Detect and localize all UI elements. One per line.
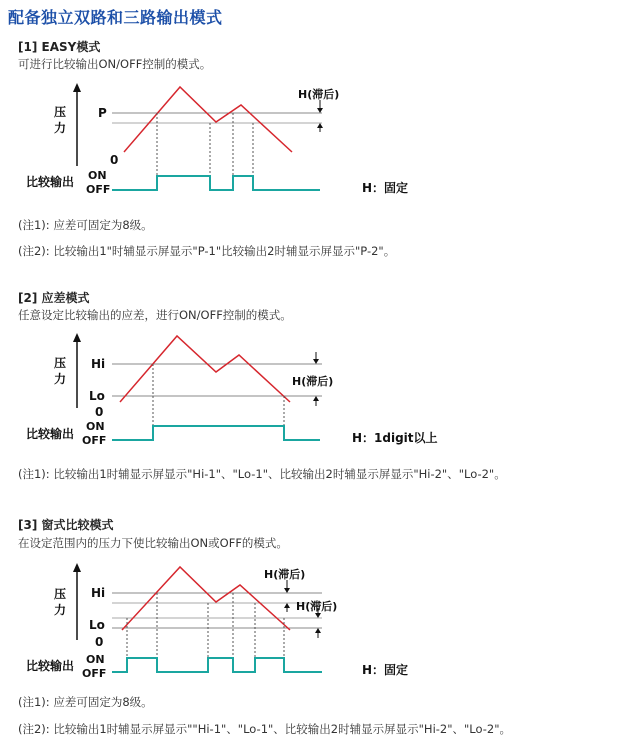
hysteresis-mode-diagram <box>0 330 623 450</box>
hysteresis-label-lower: H(滞后) <box>296 600 338 613</box>
y-axis-label-1: 压 <box>54 587 67 601</box>
h-note: H：固定 <box>362 181 409 195</box>
output-signal <box>112 426 320 440</box>
level-label-hi: Hi <box>91 586 106 600</box>
section-2-note-1: (注1): 比较输出1时辅显示屏显示"Hi-1"、"Lo-1"、比较输出2时辅显示屏显示"Hi-2"、"Lo-2"。 <box>18 467 506 481</box>
y-axis-label-2: 力 <box>54 121 67 135</box>
output-label: 比较输出 <box>26 427 75 441</box>
easy-mode-diagram <box>0 80 623 205</box>
arrow-up-icon <box>315 628 321 633</box>
arrow-down-icon <box>284 588 290 593</box>
window-mode-diagram <box>0 560 623 685</box>
y-axis-label-1: 压 <box>54 356 67 370</box>
level-label-lo: Lo <box>89 389 105 403</box>
y-axis-arrow-icon <box>73 333 81 342</box>
output-label: 比较输出 <box>26 659 75 673</box>
y-axis-label-1: 压 <box>54 105 67 119</box>
arrow-up-icon <box>313 396 319 401</box>
arrow-down-icon <box>313 359 319 364</box>
arrow-down-icon <box>317 108 323 113</box>
pressure-curve <box>124 87 292 152</box>
on-label: ON <box>86 653 105 666</box>
level-label-hi: Hi <box>91 357 106 371</box>
section-3-note-2: (注2): 比较输出1时辅显示屏显示""Hi-1"、"Lo-1"、比较输出2时辅显示屏显示"Hi-2"、"Lo-2"。 <box>18 722 512 736</box>
y-axis-arrow-icon <box>73 563 81 572</box>
section-1-description: 可进行比较输出ON/OFF控制的模式。 <box>18 57 212 71</box>
output-label: 比较输出 <box>26 175 75 189</box>
h-note: H：1digit以上 <box>352 431 438 445</box>
y-axis-label-2: 力 <box>54 603 67 617</box>
output-signal <box>112 658 322 672</box>
hysteresis-label-upper: H(滞后) <box>264 568 306 581</box>
zero-label: 0 <box>110 153 119 167</box>
level-label-lo: Lo <box>89 618 105 632</box>
section-2-description: 任意设定比较输出的应差，进行ON/OFF控制的模式。 <box>18 308 292 322</box>
off-label: OFF <box>82 667 107 680</box>
pressure-curve <box>120 336 290 402</box>
zero-label: 0 <box>95 635 104 649</box>
section-1-note-1: (注1): 应差可固定为8级。 <box>18 218 153 232</box>
section-1-note-2: (注2): 比较输出1"时辅显示屏显示"P-1"比较输出2时辅显示屏显示"P-2"。 <box>18 244 396 258</box>
arrow-up-icon <box>284 603 290 608</box>
section-3-heading: [3] 窗式比较模式 <box>18 518 114 532</box>
section-2-heading: [2] 应差模式 <box>18 291 90 305</box>
off-label: OFF <box>82 434 107 447</box>
section-3-note-1: (注1): 应差可固定为8级。 <box>18 695 153 709</box>
output-signal <box>112 176 320 190</box>
level-label-p: P <box>98 106 107 120</box>
arrow-down-icon <box>315 613 321 618</box>
off-label: OFF <box>86 183 111 196</box>
page-title: 配备独立双路和三路输出模式 <box>8 8 223 27</box>
h-note: H：固定 <box>362 663 409 677</box>
on-label: ON <box>88 169 107 182</box>
section-3-description: 在设定范围内的压力下使比较输出ON或OFF的模式。 <box>18 536 288 550</box>
y-axis-arrow-icon <box>73 83 81 92</box>
hysteresis-label: H(滞后) <box>298 88 340 101</box>
y-axis-label-2: 力 <box>54 372 67 386</box>
hysteresis-label: H(滞后) <box>292 375 334 388</box>
on-label: ON <box>86 420 105 433</box>
arrow-up-icon <box>317 123 323 128</box>
section-1-heading: [1] EASY模式 <box>18 40 101 54</box>
zero-label: 0 <box>95 405 104 419</box>
